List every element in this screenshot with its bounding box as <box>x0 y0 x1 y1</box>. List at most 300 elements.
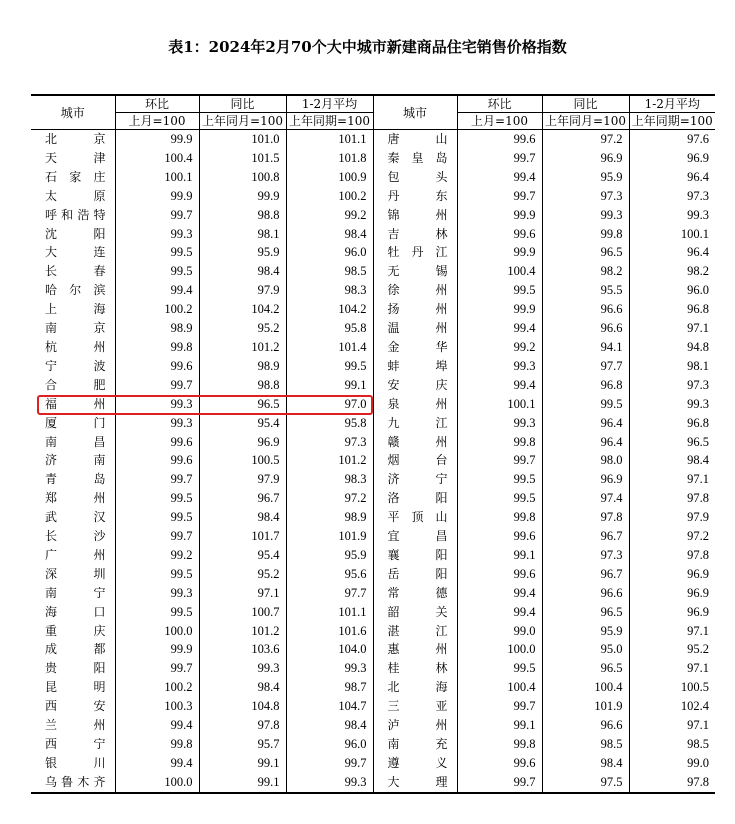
table-row <box>31 546 715 565</box>
table-row <box>31 470 715 489</box>
yoy-cell-left: 101.0 <box>199 130 286 149</box>
city-cell-left: 长 春 <box>45 264 106 279</box>
yoy-cell-right: 98.2 <box>542 262 629 281</box>
yoy-cell-left: 97.9 <box>199 470 286 489</box>
avg-cell-right: 97.8 <box>629 489 715 508</box>
yoy-cell-right: 96.7 <box>542 565 629 584</box>
mom-cell-left: 99.4 <box>115 281 199 300</box>
price-index-table <box>31 94 715 794</box>
yoy-cell-right: 98.4 <box>542 754 629 773</box>
city-cell-right: 岳 阳 <box>387 566 448 581</box>
header-city-left: 城市 <box>31 95 115 130</box>
table-row <box>31 357 715 376</box>
mom-cell-left: 99.3 <box>115 225 199 244</box>
avg-cell-right: 97.8 <box>629 546 715 565</box>
mom-cell-left: 100.0 <box>115 773 199 793</box>
mom-cell-right: 99.6 <box>457 754 542 773</box>
yoy-cell-left: 95.4 <box>199 546 286 565</box>
avg-cell-right: 97.3 <box>629 376 715 395</box>
mom-cell-right: 99.3 <box>457 414 542 433</box>
mom-cell-left: 99.9 <box>115 187 199 206</box>
yoy-cell-left: 100.5 <box>199 451 286 470</box>
yoy-cell-left: 96.9 <box>199 433 286 452</box>
mom-cell-right: 99.1 <box>457 546 542 565</box>
avg-cell-left: 95.9 <box>286 546 373 565</box>
city-cell-left: 西 安 <box>45 699 106 714</box>
city-cell-left: 深 圳 <box>45 566 106 581</box>
avg-cell-right: 100.5 <box>629 678 715 697</box>
mom-cell-right: 99.9 <box>457 243 542 262</box>
mom-cell-left: 99.7 <box>115 206 199 225</box>
mom-cell-left: 99.5 <box>115 603 199 622</box>
avg-cell-right: 96.9 <box>629 584 715 603</box>
city-cell-right: 泉 州 <box>387 396 448 411</box>
city-cell-left: 南 宁 <box>45 585 106 600</box>
header-mom-left: 环比 <box>115 95 199 113</box>
yoy-cell-right: 96.5 <box>542 243 629 262</box>
header-city-right: 城市 <box>373 95 457 130</box>
yoy-cell-right: 97.2 <box>542 130 629 149</box>
yoy-cell-right: 96.4 <box>542 433 629 452</box>
yoy-cell-right: 96.6 <box>542 584 629 603</box>
table-row <box>31 678 715 697</box>
avg-cell-left: 97.7 <box>286 584 373 603</box>
header-mom-right: 环比 <box>457 95 542 113</box>
avg-cell-left: 98.4 <box>286 225 373 244</box>
mom-cell-left: 99.5 <box>115 243 199 262</box>
city-cell-left: 上 海 <box>45 302 106 317</box>
avg-cell-left: 95.8 <box>286 319 373 338</box>
avg-cell-right: 97.3 <box>629 187 715 206</box>
table-row <box>31 414 715 433</box>
avg-cell-right: 97.9 <box>629 508 715 527</box>
yoy-cell-left: 101.5 <box>199 149 286 168</box>
avg-cell-left: 98.7 <box>286 678 373 697</box>
table-row <box>31 300 715 319</box>
mom-cell-left: 100.2 <box>115 678 199 697</box>
city-cell-right: 无 锡 <box>387 264 448 279</box>
yoy-cell-left: 97.9 <box>199 281 286 300</box>
city-cell-left: 哈尔滨 <box>45 283 106 298</box>
city-cell-right: 徐 州 <box>387 283 448 298</box>
table-row <box>31 754 715 773</box>
avg-cell-left: 104.0 <box>286 640 373 659</box>
yoy-cell-right: 96.4 <box>542 414 629 433</box>
avg-cell-right: 100.1 <box>629 225 715 244</box>
yoy-cell-right: 97.4 <box>542 489 629 508</box>
city-cell-right: 南 充 <box>387 737 448 751</box>
city-cell-right: 惠 州 <box>387 642 448 657</box>
city-cell-left: 济 南 <box>45 453 106 468</box>
mom-cell-right: 99.6 <box>457 527 542 546</box>
mom-cell-left: 99.4 <box>115 716 199 735</box>
city-cell-left: 武 汉 <box>45 510 106 525</box>
yoy-cell-right: 96.9 <box>542 149 629 168</box>
city-cell-right: 湛 江 <box>387 623 448 638</box>
mom-cell-left: 99.3 <box>115 414 199 433</box>
yoy-cell-right: 96.9 <box>542 470 629 489</box>
mom-cell-right: 99.8 <box>457 433 542 452</box>
avg-cell-left: 101.9 <box>286 527 373 546</box>
yoy-cell-right: 96.8 <box>542 376 629 395</box>
yoy-cell-left: 104.8 <box>199 697 286 716</box>
city-cell-right: 丹 东 <box>387 188 448 203</box>
mom-cell-right: 99.2 <box>457 338 542 357</box>
yoy-cell-right: 95.0 <box>542 640 629 659</box>
avg-cell-right: 96.4 <box>629 168 715 187</box>
mom-cell-right: 99.4 <box>457 584 542 603</box>
header-yoy-left: 同比 <box>199 95 286 113</box>
city-cell-right: 包 头 <box>387 169 448 184</box>
city-cell-right: 桂 林 <box>387 661 448 676</box>
mom-cell-right: 99.6 <box>457 130 542 149</box>
city-cell-left: 成 都 <box>45 642 106 657</box>
city-cell-left: 南 昌 <box>45 434 106 449</box>
yoy-cell-right: 97.8 <box>542 508 629 527</box>
mom-cell-left: 99.2 <box>115 546 199 565</box>
city-cell-left: 太 原 <box>45 188 106 203</box>
yoy-cell-left: 100.8 <box>199 168 286 187</box>
city-cell-right: 大 理 <box>373 773 457 793</box>
yoy-cell-right: 97.5 <box>542 773 629 793</box>
yoy-cell-right: 96.6 <box>542 300 629 319</box>
avg-cell-right: 97.8 <box>629 773 715 793</box>
avg-cell-left: 101.4 <box>286 338 373 357</box>
city-cell-right: 常 德 <box>387 585 448 600</box>
avg-cell-right: 97.1 <box>629 319 715 338</box>
avg-cell-right: 96.8 <box>629 300 715 319</box>
mom-cell-left: 100.4 <box>115 149 199 168</box>
header-mom-base-left: 上月=100 <box>115 113 199 130</box>
avg-cell-left: 99.7 <box>286 754 373 773</box>
yoy-cell-right: 98.0 <box>542 451 629 470</box>
table-row <box>31 206 715 225</box>
mom-cell-left: 99.5 <box>115 508 199 527</box>
table-title: 表1：2024年2月70个大中城市新建商品住宅销售价格指数 <box>168 38 567 56</box>
mom-cell-left: 99.7 <box>115 659 199 678</box>
city-cell-right: 宜 昌 <box>387 529 448 544</box>
avg-cell-right: 96.9 <box>629 565 715 584</box>
yoy-cell-left: 98.4 <box>199 262 286 281</box>
yoy-cell-right: 96.6 <box>542 716 629 735</box>
yoy-cell-left: 103.6 <box>199 640 286 659</box>
avg-cell-left: 100.9 <box>286 168 373 187</box>
yoy-cell-left: 101.2 <box>199 622 286 641</box>
mom-cell-right: 99.7 <box>457 773 542 793</box>
city-cell-right: 襄 阳 <box>387 547 448 562</box>
mom-cell-left: 100.3 <box>115 697 199 716</box>
mom-cell-left: 99.5 <box>115 262 199 281</box>
city-cell-left: 贵 阳 <box>45 661 106 676</box>
avg-cell-left: 98.3 <box>286 281 373 300</box>
yoy-cell-right: 96.5 <box>542 603 629 622</box>
mom-cell-left: 99.7 <box>115 527 199 546</box>
table-row <box>31 773 715 793</box>
mom-cell-left: 99.6 <box>115 357 199 376</box>
yoy-cell-right: 99.8 <box>542 225 629 244</box>
header-yoy-right: 同比 <box>542 95 629 113</box>
city-cell-left: 银 川 <box>45 755 106 770</box>
mom-cell-left: 99.9 <box>115 640 199 659</box>
avg-cell-left: 99.5 <box>286 357 373 376</box>
yoy-cell-left: 101.2 <box>199 338 286 357</box>
table-row <box>31 338 715 357</box>
mom-cell-left: 99.7 <box>115 376 199 395</box>
city-cell-right: 锦 州 <box>387 207 448 222</box>
avg-cell-left: 96.0 <box>286 243 373 262</box>
avg-cell-left: 95.6 <box>286 565 373 584</box>
table-row <box>31 735 715 754</box>
avg-cell-right: 99.0 <box>629 754 715 773</box>
mom-cell-right: 99.1 <box>457 716 542 735</box>
yoy-cell-right: 99.5 <box>542 395 629 414</box>
city-cell-right: 洛 阳 <box>387 491 448 506</box>
mom-cell-right: 99.5 <box>457 470 542 489</box>
table-row <box>31 243 715 262</box>
mom-cell-right: 99.4 <box>457 319 542 338</box>
city-cell-right: 牡丹江 <box>387 245 448 260</box>
city-cell-left: 厦 门 <box>45 415 106 430</box>
avg-cell-left: 99.3 <box>286 773 373 793</box>
avg-cell-left: 98.3 <box>286 470 373 489</box>
city-cell-left: 兰 州 <box>45 718 106 733</box>
yoy-cell-left: 98.8 <box>199 376 286 395</box>
yoy-cell-right: 95.9 <box>542 622 629 641</box>
avg-cell-right: 99.3 <box>629 395 715 414</box>
avg-cell-left: 99.3 <box>286 659 373 678</box>
highlight-box-fuzhou <box>37 395 373 415</box>
yoy-cell-left: 96.5 <box>199 395 286 414</box>
table-row <box>31 451 715 470</box>
city-cell-right: 平顶山 <box>387 510 448 525</box>
yoy-cell-right: 100.4 <box>542 678 629 697</box>
yoy-cell-right: 96.5 <box>542 659 629 678</box>
yoy-cell-right: 95.5 <box>542 281 629 300</box>
mom-cell-right: 100.4 <box>457 262 542 281</box>
avg-cell-left: 98.5 <box>286 262 373 281</box>
city-cell-right: 韶 关 <box>387 604 448 619</box>
city-cell-left: 福 州 <box>45 396 106 411</box>
avg-cell-left: 97.3 <box>286 433 373 452</box>
table-row <box>31 187 715 206</box>
yoy-cell-left: 95.4 <box>199 414 286 433</box>
header-avg-base-left: 上年同期=100 <box>286 113 373 130</box>
header-yoy-base-right: 上年同月=100 <box>542 113 629 130</box>
table-row <box>31 527 715 546</box>
yoy-cell-left: 95.2 <box>199 319 286 338</box>
avg-cell-right: 97.1 <box>629 470 715 489</box>
city-cell-left: 广 州 <box>45 547 106 562</box>
city-cell-right: 赣 州 <box>387 434 448 449</box>
table-row <box>31 697 715 716</box>
yoy-cell-right: 95.9 <box>542 168 629 187</box>
mom-cell-left: 99.5 <box>115 489 199 508</box>
yoy-cell-right: 96.7 <box>542 527 629 546</box>
mom-cell-right: 99.7 <box>457 697 542 716</box>
yoy-cell-left: 99.1 <box>199 754 286 773</box>
city-cell-left: 沈 阳 <box>45 226 106 241</box>
mom-cell-left: 99.6 <box>115 433 199 452</box>
table-row <box>31 508 715 527</box>
table-row <box>31 168 715 187</box>
yoy-cell-left: 97.1 <box>199 584 286 603</box>
avg-cell-right: 96.4 <box>629 243 715 262</box>
mom-cell-right: 100.1 <box>457 395 542 414</box>
avg-cell-left: 104.7 <box>286 697 373 716</box>
city-cell-right: 吉 林 <box>387 226 448 241</box>
avg-cell-right: 98.1 <box>629 357 715 376</box>
avg-cell-left: 101.1 <box>286 130 373 149</box>
city-cell-left: 宁 波 <box>45 358 106 373</box>
table-row <box>31 565 715 584</box>
avg-cell-left: 101.1 <box>286 603 373 622</box>
yoy-cell-left: 98.1 <box>199 225 286 244</box>
yoy-cell-right: 101.9 <box>542 697 629 716</box>
yoy-cell-left: 104.2 <box>199 300 286 319</box>
yoy-cell-left: 99.9 <box>199 187 286 206</box>
yoy-cell-left: 98.4 <box>199 678 286 697</box>
city-cell-right: 九 江 <box>387 415 448 430</box>
table-row <box>31 262 715 281</box>
header-avg-right: 1-2月平均 <box>629 95 715 113</box>
city-cell-left: 重 庆 <box>45 623 106 638</box>
mom-cell-left: 99.8 <box>115 338 199 357</box>
mom-cell-right: 100.4 <box>457 678 542 697</box>
mom-cell-left: 99.7 <box>115 470 199 489</box>
avg-cell-right: 97.2 <box>629 527 715 546</box>
avg-cell-right: 97.1 <box>629 716 715 735</box>
city-cell-left: 长 沙 <box>45 529 106 544</box>
avg-cell-left: 101.8 <box>286 149 373 168</box>
mom-cell-right: 99.8 <box>457 735 542 754</box>
mom-cell-right: 100.0 <box>457 640 542 659</box>
city-cell-right: 唐 山 <box>387 132 448 146</box>
city-cell-right: 北 海 <box>387 680 448 695</box>
avg-cell-right: 96.0 <box>629 281 715 300</box>
avg-cell-right: 98.4 <box>629 451 715 470</box>
mom-cell-right: 99.6 <box>457 225 542 244</box>
avg-cell-left: 98.4 <box>286 716 373 735</box>
city-cell-left: 呼和浩特 <box>45 207 106 222</box>
header-mom-base-right: 上月=100 <box>457 113 542 130</box>
avg-cell-right: 96.8 <box>629 414 715 433</box>
avg-cell-left: 97.2 <box>286 489 373 508</box>
mom-cell-left: 98.9 <box>115 319 199 338</box>
avg-cell-right: 98.2 <box>629 262 715 281</box>
avg-cell-right: 96.5 <box>629 433 715 452</box>
avg-cell-left: 101.2 <box>286 451 373 470</box>
table-row <box>31 584 715 603</box>
avg-cell-right: 96.9 <box>629 603 715 622</box>
city-cell-left: 昆 明 <box>45 680 106 695</box>
avg-cell-right: 99.3 <box>629 206 715 225</box>
avg-cell-right: 97.6 <box>629 130 715 149</box>
mom-cell-right: 99.3 <box>457 357 542 376</box>
mom-cell-left: 99.9 <box>115 130 199 149</box>
avg-cell-left: 97.0 <box>286 395 373 414</box>
city-cell-left: 乌鲁木齐 <box>31 773 115 793</box>
city-cell-right: 金 华 <box>387 339 448 354</box>
mom-cell-left: 100.2 <box>115 300 199 319</box>
table-row <box>31 281 715 300</box>
city-cell-right: 泸 州 <box>387 718 448 733</box>
table-row <box>31 659 715 678</box>
city-cell-right: 三 亚 <box>387 699 448 714</box>
avg-cell-left: 96.0 <box>286 735 373 754</box>
mom-cell-right: 99.8 <box>457 508 542 527</box>
city-cell-left: 杭 州 <box>45 339 106 354</box>
table-row <box>31 130 715 149</box>
mom-cell-left: 99.8 <box>115 735 199 754</box>
mom-cell-left: 100.1 <box>115 168 199 187</box>
mom-cell-right: 99.5 <box>457 659 542 678</box>
yoy-cell-left: 98.4 <box>199 508 286 527</box>
city-cell-left: 天 津 <box>45 150 106 165</box>
mom-cell-right: 99.7 <box>457 187 542 206</box>
mom-cell-left: 99.3 <box>115 584 199 603</box>
city-cell-left: 合 肥 <box>45 377 106 392</box>
city-cell-left: 南 京 <box>45 321 106 336</box>
avg-cell-right: 102.4 <box>629 697 715 716</box>
table-row <box>31 489 715 508</box>
mom-cell-right: 99.7 <box>457 451 542 470</box>
city-cell-right: 安 庆 <box>387 377 448 392</box>
yoy-cell-left: 98.8 <box>199 206 286 225</box>
yoy-cell-right: 96.6 <box>542 319 629 338</box>
table-row <box>31 603 715 622</box>
yoy-cell-left: 95.7 <box>199 735 286 754</box>
mom-cell-left: 99.5 <box>115 565 199 584</box>
avg-cell-left: 104.2 <box>286 300 373 319</box>
city-cell-right: 秦皇岛 <box>387 150 448 165</box>
table-row <box>31 149 715 168</box>
yoy-cell-left: 97.8 <box>199 716 286 735</box>
mom-cell-right: 99.4 <box>457 376 542 395</box>
city-cell-right: 蚌 埠 <box>387 358 448 373</box>
mom-cell-right: 99.9 <box>457 300 542 319</box>
table-row <box>31 319 715 338</box>
yoy-cell-right: 97.3 <box>542 187 629 206</box>
mom-cell-left: 99.3 <box>115 395 199 414</box>
avg-cell-right: 97.1 <box>629 659 715 678</box>
avg-cell-left: 100.2 <box>286 187 373 206</box>
city-cell-right: 温 州 <box>387 321 448 336</box>
city-cell-right: 遵 义 <box>387 755 448 770</box>
header-avg-base-right: 上年同期=100 <box>629 113 715 130</box>
mom-cell-left: 99.4 <box>115 754 199 773</box>
header-yoy-base-left: 上年同月=100 <box>199 113 286 130</box>
mom-cell-right: 99.7 <box>457 149 542 168</box>
yoy-cell-left: 95.9 <box>199 243 286 262</box>
yoy-cell-left: 100.7 <box>199 603 286 622</box>
table-row <box>31 622 715 641</box>
avg-cell-right: 98.5 <box>629 735 715 754</box>
yoy-cell-right: 99.3 <box>542 206 629 225</box>
city-cell-left: 海 口 <box>45 604 106 619</box>
city-cell-right: 烟 台 <box>387 453 448 468</box>
mom-cell-right: 99.4 <box>457 168 542 187</box>
avg-cell-left: 101.6 <box>286 622 373 641</box>
mom-cell-right: 99.5 <box>457 489 542 508</box>
table-row <box>31 640 715 659</box>
avg-cell-right: 97.1 <box>629 622 715 641</box>
city-cell-right: 扬 州 <box>387 302 448 317</box>
yoy-cell-left: 99.1 <box>199 773 286 793</box>
table-row <box>31 376 715 395</box>
yoy-cell-left: 96.7 <box>199 489 286 508</box>
table-row <box>31 716 715 735</box>
yoy-cell-right: 98.5 <box>542 735 629 754</box>
